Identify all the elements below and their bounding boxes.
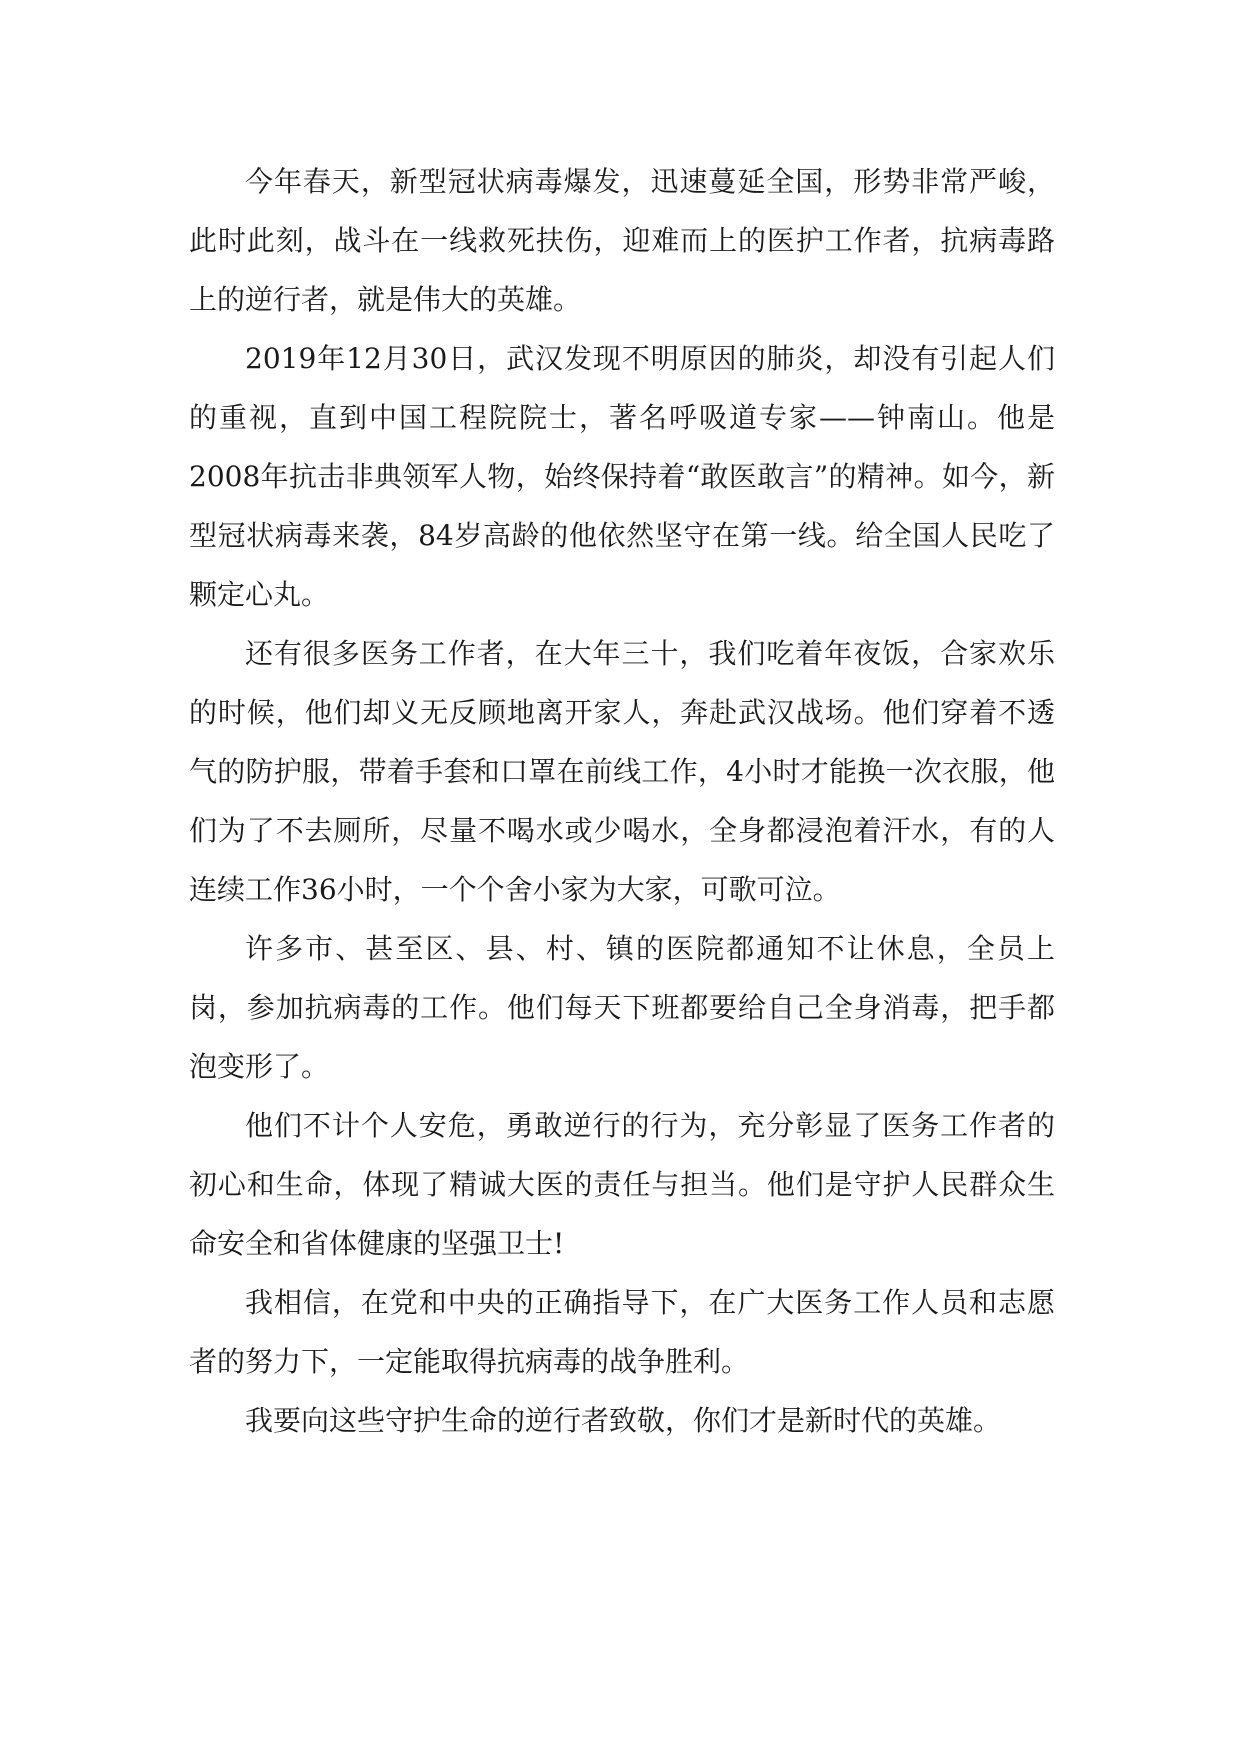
- paragraph-2: 2019年12月30日，武汉发现不明原因的肺炎，却没有引起人们的重视，直到中国工程院院士，著名呼吸道专家——钟南山。他是2008年抗击非典领军人物，始终保持着“敢医敢言”的精神。如今，新型冠状病毒来袭，84岁高龄的他依然坚守在第一线。给全国人民吃了颗定心丸。: [189, 342, 1055, 611]
- paragraph-7: 我要向这些守护生命的逆行者致敬，你们才是新时代的英雄。: [245, 1404, 1002, 1437]
- document-body: [189, 152, 1055, 1450]
- paragraph-5: 他们不计个人安危，勇敢逆行的行为，充分彰显了医务工作者的初心和生命，体现了精诚大医的责任与担当。他们是守护人民群众生命安全和省体健康的坚强卫士!: [189, 1109, 1055, 1260]
- paragraph-4: 许多市、甚至区、县、村、镇的医院都通知不让休息，全员上岗，参加抗病毒的工作。他们每天下班都要给自己全身消毒，把手都泡变形了。: [189, 932, 1055, 1083]
- paragraph-3: 还有很多医务工作者，在大年三十，我们吃着年夜饭，合家欢乐的时候，他们却义无反顾地离开家人，奔赴武汉战场。他们穿着不透气的防护服，带着手套和口罩在前线工作，4小时才能换一次衣服，他们为了不去厕所，尽量不喝水或少喝水，全身都浸泡着汗水，有的人连续工作36小时，一个个舍小家为大家，可歌可泣。: [189, 637, 1055, 906]
- paragraph-6: 我相信，在党和中央的正确指导下，在广大医务工作人员和志愿者的努力下，一定能取得抗病毒的战争胜利。: [189, 1286, 1055, 1378]
- paragraph-1: 今年春天，新型冠状病毒爆发，迅速蔓延全国，形势非常严峻，此时此刻，战斗在一线救死扶伤，迎难而上的医护工作者，抗病毒路上的逆行者，就是伟大的英雄。: [189, 165, 1055, 316]
